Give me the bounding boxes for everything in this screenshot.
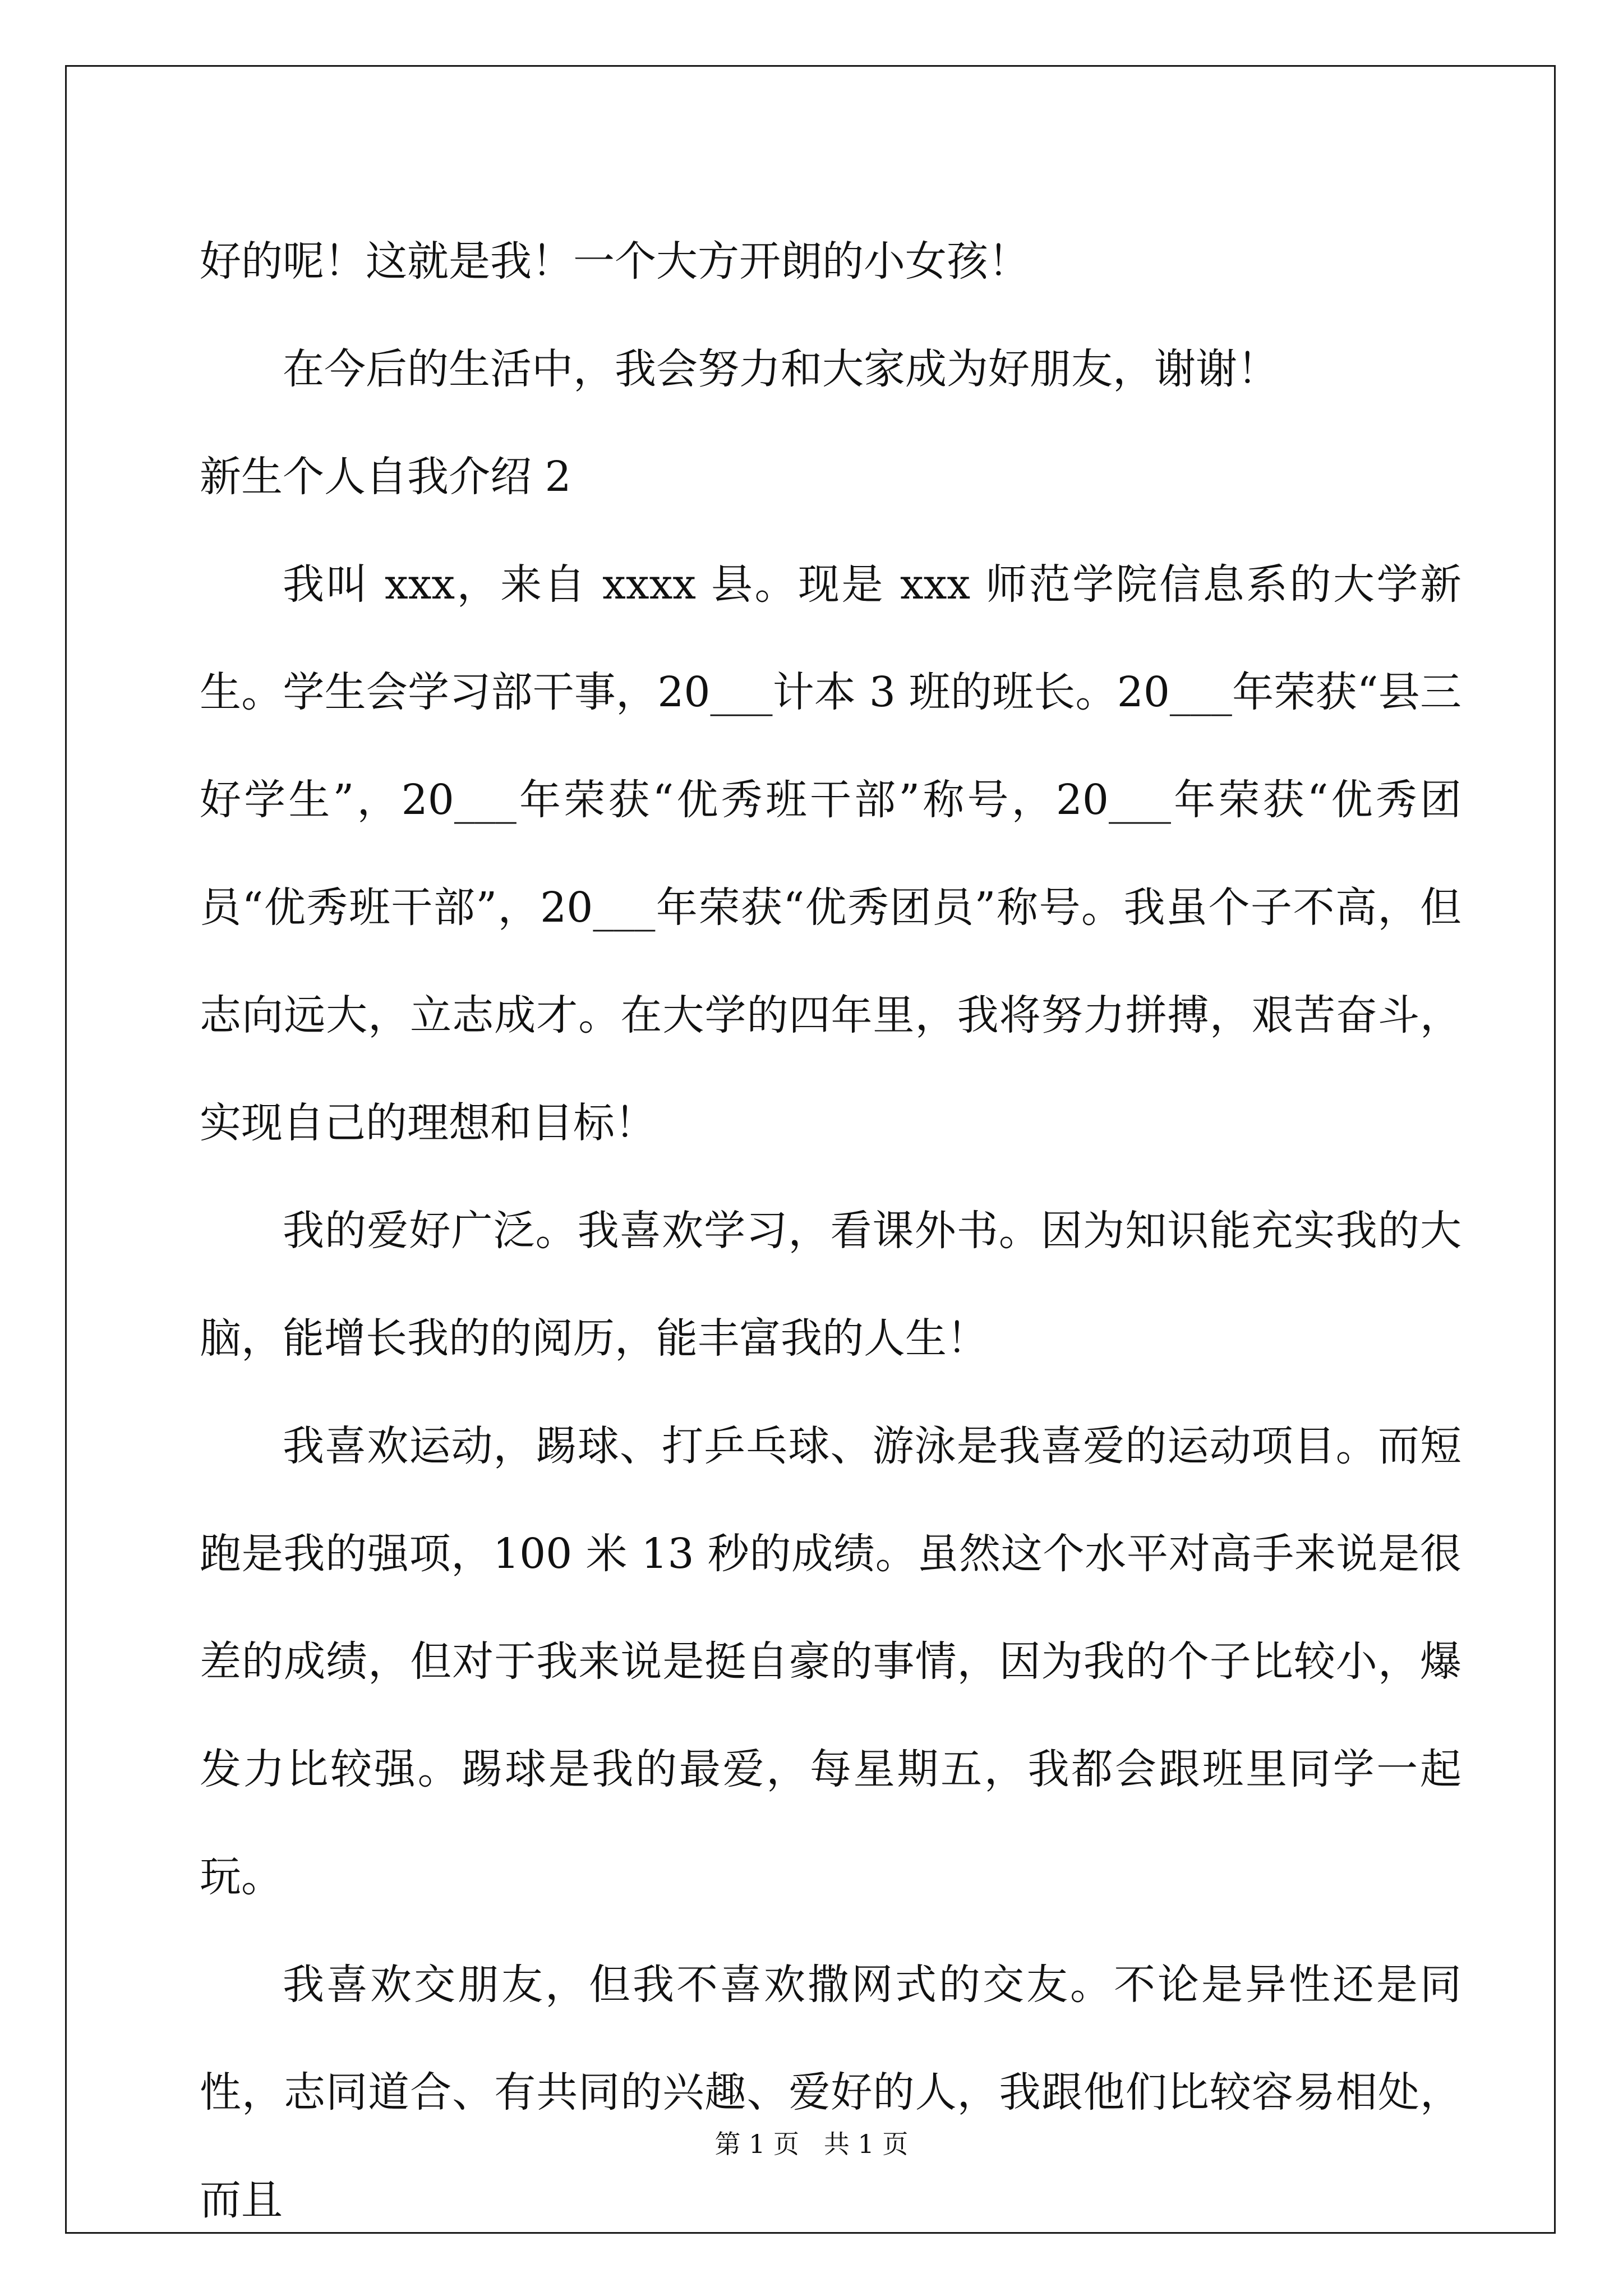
paragraph-continuation: 好的呢！这就是我！一个大方开朗的小女孩！ — [200, 237, 1030, 286]
paragraph-sports: 我喜欢运动，踢球、打乒乓球、游泳是我喜爱的运动项目。而短跑是我的强项，100 米 13 秒的成绩。虽然这个水平对高手来说是很差的成绩，但对于我来说是挺自豪的事情，因为我的个子比较小，爆发力比较强。踢球是我的最爱，每星期五，我都会跟班里同学一起玩。 — [200, 1422, 1461, 1901]
page-footer: 第 1 页 共 1 页 — [714, 2129, 909, 2159]
document-body — [200, 208, 1461, 2254]
section-heading: 新生个人自我介绍 2 — [200, 453, 571, 501]
paragraph-intro: 我叫 xxx，来自 xxxx 县。现是 xxx 师范学院信息系的大学新生。学生会学习部干事，20___计本 3 班的班长。20___年荣获“县三好学生”，20___年荣获“优秀班干部”称号，20___年荣获“优秀团员“优秀班干部”，20___年荣获“优秀团员”称号。我虽个子不高，但志向远大，立志成才。在大学的四年里，我将努力拼搏，艰苦奋斗，实现自己的理想和目标！ — [200, 560, 1461, 1147]
paragraph-friends: 我喜欢交朋友，但我不喜欢撒网式的交友。不论是异性还是同性，志同道合、有共同的兴趣、爱好的人，我跟他们比较容易相处，而且 — [200, 1961, 1461, 2224]
paragraph-hobbies: 我的爱好广泛。我喜欢学习，看课外书。因为知识能充实我的大脑，能增长我的的阅历，能丰富我的人生！ — [200, 1207, 1461, 1363]
paragraph-closing: 在今后的生活中，我会努力和大家成为好朋友，谢谢！ — [283, 345, 1279, 393]
